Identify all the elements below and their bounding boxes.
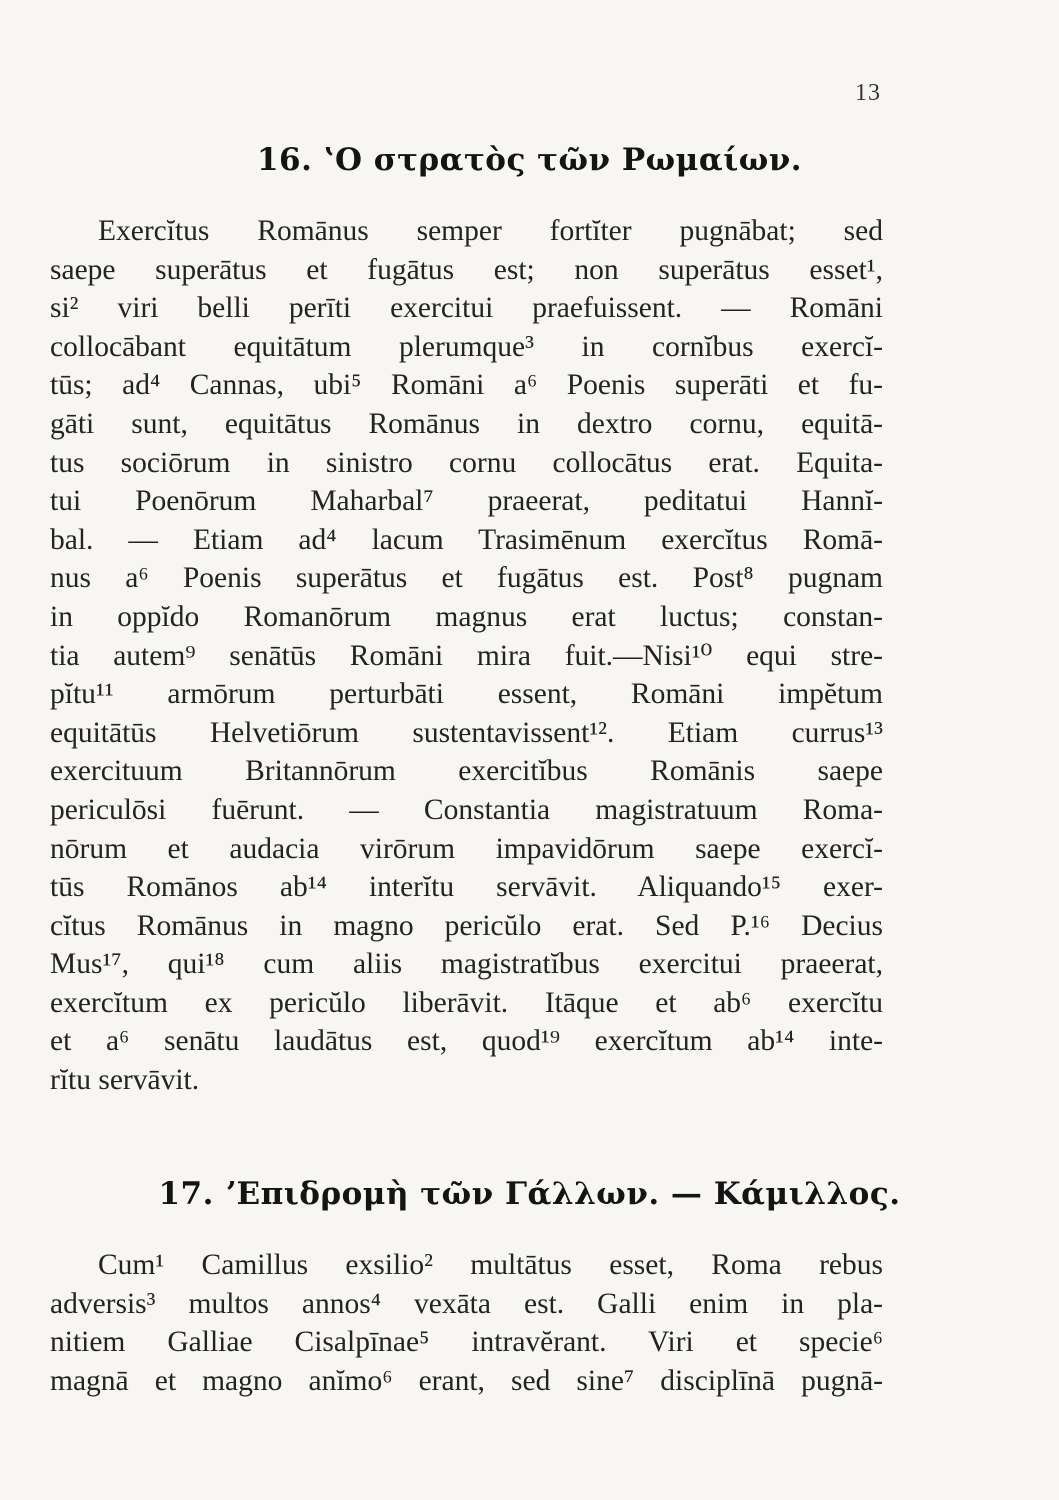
text-line: exercĭtum ex pericŭlo liberāvit. Itāque et ab⁶ exercĭtu — [50, 986, 883, 1019]
text-line: cĭtus Romānus in magno pericŭlo erat. Sed P.¹⁶ Decius — [50, 909, 883, 942]
page-number: 13 — [855, 80, 881, 106]
section-17-paragraph — [50, 1246, 883, 1400]
text-line: gāti sunt, equitātus Romānus in dextro cornu, equitā- — [50, 407, 883, 440]
text-line: magnā et magno anĭmo⁶ erant, sed sine⁷ disciplīnā pugnā- — [50, 1364, 883, 1397]
text-line: tia autem⁹ senātūs Romāni mira fuit.—Nisi¹⁰ equi stre- — [50, 639, 883, 672]
text-line: Exercĭtus Romānus semper fortĭter pugnābat; sed — [98, 215, 883, 247]
text-line: collocābant equitātum plerumque³ in cornĭbus exercĭ- — [50, 330, 883, 363]
text-line: si² viri belli perīti exercitui praefuissent. — Romāni — [50, 292, 883, 325]
text-line: saepe superātus et fugātus est; non superātus esset¹, — [50, 253, 883, 286]
text-line: adversis³ multos annos⁴ vexāta est. Galli enim in pla- — [50, 1287, 883, 1320]
section-16-heading: 16. ʽΟ στρατὸς τῶν Ρωμαίων. — [256, 142, 803, 178]
text-line: nōrum et audacia virōrum impavidōrum saepe exercĭ- — [50, 832, 883, 865]
text-line: tus sociōrum in sinistro cornu collocātus erat. Equita- — [50, 446, 883, 479]
text-line: exercituum Britannōrum exercitĭbus Romānis saepe — [50, 755, 883, 788]
text-line: rĭtu servāvit. — [50, 1064, 200, 1097]
section-16-paragraph — [50, 212, 883, 1100]
text-line: tui Poenōrum Maharbal⁷ praeerat, peditatui Hannĭ- — [50, 485, 883, 518]
text-line: nus a⁶ Poenis superātus et fugātus est. Post⁸ pugnam — [50, 562, 883, 595]
text-line: pĭtu¹¹ armōrum perturbāti essent, Romāni impĕtum — [50, 678, 883, 711]
text-line: in oppĭdo Romanōrum magnus erat luctus; constan- — [50, 600, 883, 633]
text-line: tūs Romānos ab¹⁴ interĭtu servāvit. Aliquando¹⁵ exer- — [50, 871, 883, 904]
text-line: bal. — Etiam ad⁴ lacum Trasimēnum exercĭtus Romā- — [50, 523, 883, 556]
section-17-heading: 17. ʼΕπιδρομὴ τῶν Γάλλων. — Κάμιλλος. — [158, 1176, 901, 1212]
text-line: equitātūs Helvetiōrum sustentavissent¹². Etiam currus¹³ — [50, 716, 883, 749]
text-line: tūs; ad⁴ Cannas, ubi⁵ Romāni a⁶ Poenis superāti et fu- — [50, 369, 883, 402]
text-line: nitiem Galliae Cisalpīnae⁵ intravĕrant. Viri et specie⁶ — [50, 1326, 883, 1359]
text-line: Cum¹ Camillus exsilio² multātus esset, Roma rebus — [98, 1249, 883, 1281]
text-line: et a⁶ senātu laudātus est, quod¹⁹ exercĭtum ab¹⁴ inte- — [50, 1025, 883, 1058]
text-line: Mus¹⁷, qui¹⁸ cum aliis magistratĭbus exercitui praeerat, — [50, 948, 883, 981]
text-line: periculōsi fuērunt. — Constantia magistratuum Roma- — [50, 793, 883, 826]
